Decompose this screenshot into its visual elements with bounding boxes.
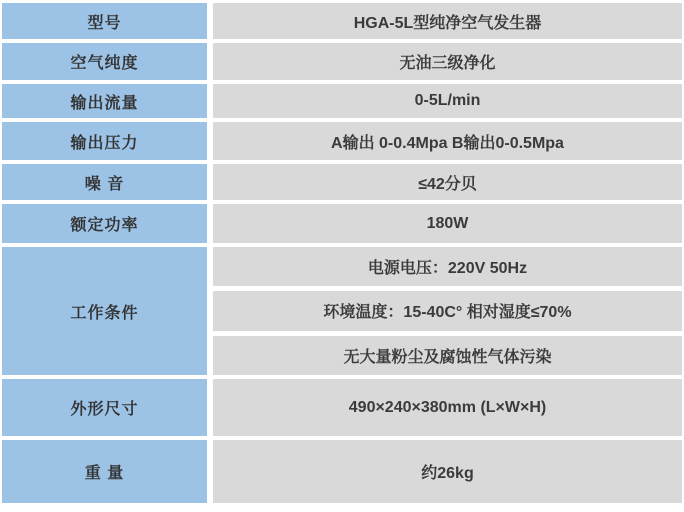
row-value: 约26kg [213, 440, 682, 503]
table-row-weight [2, 440, 682, 503]
row-label: 输出压力 [2, 122, 207, 160]
row-label: 工作条件 [2, 247, 207, 375]
row-value: 490×240×380mm (L×W×H) [213, 379, 682, 436]
table-row-rated-power [2, 204, 682, 243]
row-value: 180W [213, 204, 682, 243]
row-label: 输出流量 [2, 84, 207, 118]
table-row-output-pressure [2, 122, 682, 160]
table-row-air-purity [2, 43, 682, 80]
row-value: 电源电压：220V 50Hz [213, 247, 682, 286]
row-label: 外形尺寸 [2, 379, 207, 436]
row-value: ≤42分贝 [213, 164, 682, 200]
table-row-output-flow [2, 84, 682, 118]
row-label: 重 量 [2, 440, 207, 503]
table-row-model [2, 3, 682, 39]
row-value: A输出 0-0.4Mpa B输出0-0.5Mpa [213, 122, 682, 160]
table-row-dimensions [2, 379, 682, 436]
row-label: 型号 [2, 3, 207, 39]
row-value: 环境温度：15-40C° 相对湿度≤70% [213, 291, 682, 330]
row-value: HGA-5L型纯净空气发生器 [213, 3, 682, 39]
table-row-noise [2, 164, 682, 200]
row-value-stack [213, 247, 682, 375]
row-value: 0-5L/min [213, 84, 682, 118]
row-value: 无大量粉尘及腐蚀性气体污染 [213, 336, 682, 375]
row-value: 无油三级净化 [213, 43, 682, 80]
row-label: 空气纯度 [2, 43, 207, 80]
row-label: 额定功率 [2, 204, 207, 243]
row-label: 噪 音 [2, 164, 207, 200]
table-row-working-conditions [2, 247, 682, 375]
